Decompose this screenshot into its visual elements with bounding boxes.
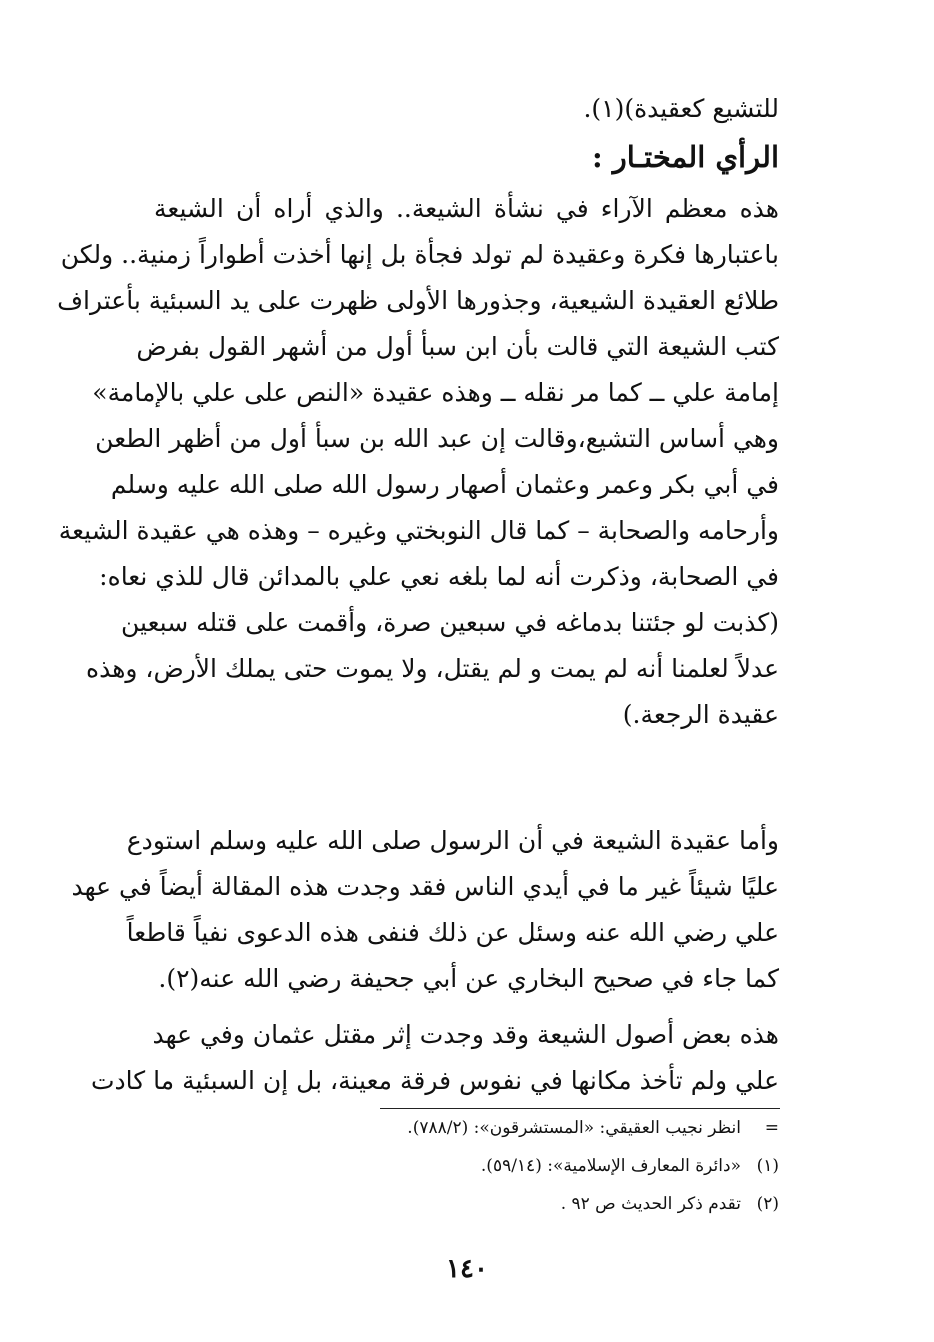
footnote-mark: (١) <box>756 1156 779 1176</box>
continued-line: للتشيع كعقيدة)(١). <box>583 94 779 123</box>
text-line: في أبي بكر وعمر وعثمان أصهار رسول الله صلى الله عليه وسلم <box>110 470 779 499</box>
footnote-item <box>561 1190 779 1218</box>
text-line: عليًا شيئاً غير ما في أيدي الناس فقد وجدت هذه المقالة أيضاً في عهد <box>71 872 779 901</box>
text-line: وأما عقيدة الشيعة في أن الرسول صلى الله عليه وسلم استودع <box>126 826 779 855</box>
page-number: ١٤٠ <box>446 1254 488 1284</box>
text-line: كتب الشيعة التي قالت بأن ابن سبأ أول من أشهر القول بفرض <box>136 332 779 361</box>
text-line: علي رضي الله عنه وسئل عن ذلك فنفى هذه الدعوى نفياً قاطعاً <box>126 918 779 947</box>
footnote-separator <box>380 1108 780 1109</box>
text-line: (كذبت لو جئتنا بدماغه في سبعين صرة، وأقمت على قتله سبعين <box>121 608 779 637</box>
text-line: عقيدة الرجعة.) <box>622 700 779 729</box>
text-line: علي ولم تأخذ مكانها في نفوس فرقة معينة، بل إن السبئية ما كادت <box>90 1066 779 1095</box>
footnote-mark: = <box>764 1118 779 1138</box>
text-line: باعتبارها فكرة وعقيدة لم تولد فجأة بل إنها أخذت أطواراً زمنية.. ولكن <box>60 240 779 269</box>
text-line: هذه معظم الآراء في نشأة الشيعة.. والذي أراه أن الشيعة <box>154 194 779 223</box>
footnote-text: تقدم ذكر الحديث ص ٩٢ . <box>560 1194 741 1214</box>
footnote-text: انظر نجيب العقيقي: «المستشرقون»: (٧٨٨/٢). <box>407 1118 741 1138</box>
footnote-text: «دائرة المعارف الإسلامية»: (٥٩/١٤). <box>480 1156 741 1176</box>
footnote-item <box>481 1152 779 1180</box>
footnote-item <box>407 1114 779 1142</box>
text-line: هذه بعض أصول الشيعة وقد وجدت إثر مقتل عثمان وفي عهد <box>152 1020 779 1049</box>
text-line: في الصحابة، وذكرت أنه لما بلغه نعي علي بالمدائن قال للذي نعاه: <box>99 562 779 591</box>
text-line: وهي أساس التشيع،وقالت إن عبد الله بن سبأ أول من أظهر الطعن <box>95 424 779 453</box>
section-heading: الرأي المختـار : <box>591 140 779 174</box>
text-line: كما جاء في صحيح البخاري عن أبي جحيفة رضي الله عنه(٢). <box>158 964 779 993</box>
text-line: طلائع العقيدة الشيعية، وجذورها الأولى ظهرت على يد السبئية بأعتراف <box>57 286 779 315</box>
text-line: عدلاً لعلمنا أنه لم يمت و لم يقتل، ولا يموت حتى يملك الأرض، وهذه <box>85 654 779 683</box>
text-line: إمامة علي ــ كما مر نقله ــ وهذه عقيدة «النص على علي بالإمامة» <box>92 378 779 407</box>
footnote-mark: (٢) <box>756 1194 779 1214</box>
text-line: وأرحامه والصحابة – كما قال النوبختي وغيره – وهذه هي عقيدة الشيعة <box>58 516 779 545</box>
